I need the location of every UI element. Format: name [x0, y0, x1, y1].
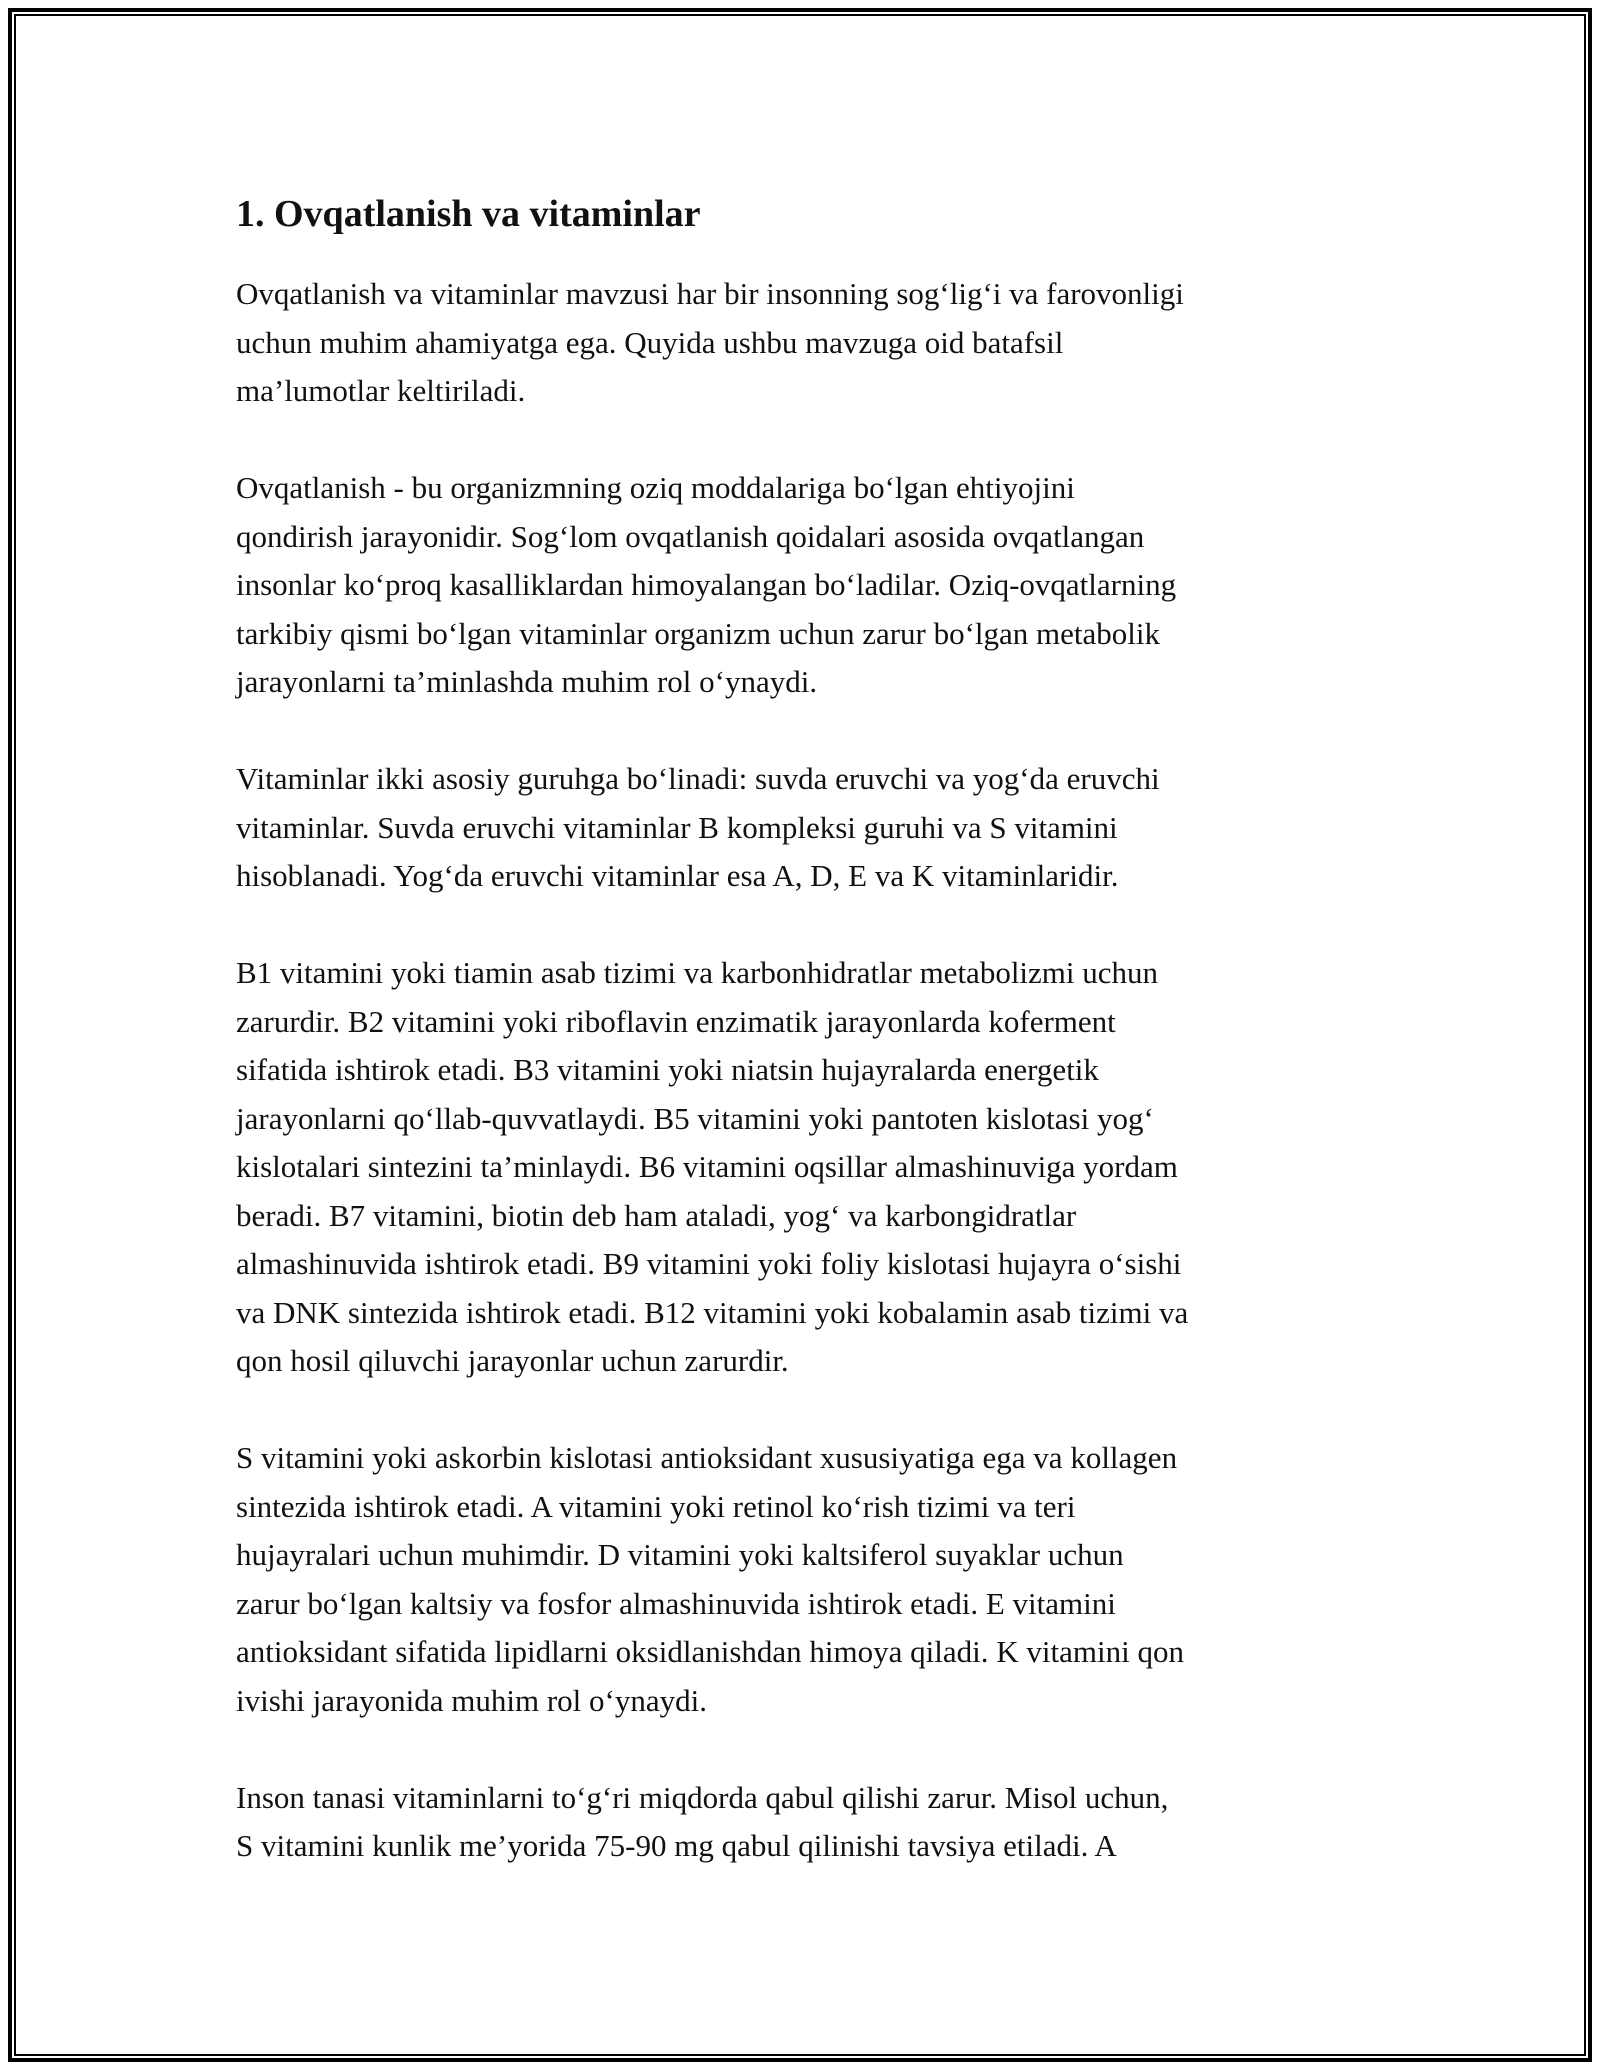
text-line: hujayralari uchun muhimdir. D vitamini yoki kaltsiferol suyaklar uchun [236, 1537, 1124, 1572]
text-line: Inson tanasi vitaminlarni to‘g‘ri miqdorda qabul qilishi zarur. Misol uchun, [236, 1779, 1169, 1815]
text-line: beradi. B7 vitamini, biotin deb ham ataladi, yog‘ va karbongidratlar [236, 1197, 1077, 1233]
paragraph-b-vitamins [236, 949, 1366, 1386]
text-line: kislotalari sintezini ta’minlaydi. B6 vitamini oqsillar almashinuviga yordam [236, 1149, 1178, 1184]
text-line: jarayonlarni ta’minlashda muhim rol o‘ynaydi. [236, 664, 818, 699]
text-line: Vitaminlar ikki asosiy guruhga bo‘linadi: suvda eruvchi va yog‘da eruvchi [236, 761, 1160, 796]
text-line: vitaminlar. Suvda eruvchi vitaminlar B kompleksi guruhi va S vitamini [236, 809, 1118, 845]
text-line: insonlar ko‘proq kasalliklardan himoyalangan bo‘ladilar. Oziq-ovqatlarning [236, 567, 1177, 602]
text-line: zarur bo‘lgan kaltsiy va fosfor almashinuvida ishtirok etadi. E vitamini [236, 1585, 1116, 1621]
text-line: Ovqatlanish - bu organizmning oziq moddalariga bo‘lgan ehtiyojini [236, 470, 1075, 505]
text-line: B1 vitamini yoki tiamin asab tizimi va karbonhidratlar metabolizmi uchun [236, 955, 1159, 990]
text-line: qon hosil qiluvchi jarayonlar uchun zarurdir. [236, 1343, 789, 1378]
text-line: Ovqatlanish va vitaminlar mavzusi har bir insonning sog‘lig‘i va farovonligi [236, 276, 1184, 311]
document-body [236, 186, 1366, 1919]
document-title: 1. Ovqatlanish va vitaminlar [236, 193, 701, 235]
text-line: ma’lumotlar keltiriladi. [236, 373, 526, 408]
text-line: qondirish jarayonidir. Sog‘lom ovqatlanish qoidalari asosida ovqatlangan [236, 518, 1145, 554]
text-line: sintezida ishtirok etadi. A vitamini yoki retinol ko‘rish tizimi va teri [236, 1488, 1076, 1524]
text-line: antioksidant sifatida lipidlarni oksidlanishdan himoya qiladi. K vitamini qon [236, 1634, 1184, 1669]
text-line: va DNK sintezida ishtirok etadi. B12 vitamini yoki kobalamin asab tizimi va [236, 1294, 1189, 1330]
paragraph-daily-intake [236, 1774, 1366, 1871]
text-line: hisoblanadi. Yog‘da eruvchi vitaminlar esa A, D, E va K vitaminlaridir. [236, 858, 1119, 893]
text-line: almashinuvida ishtirok etadi. B9 vitamini yoki foliy kislotasi hujayra o‘sishi [236, 1246, 1182, 1281]
text-line: tarkibiy qismi bo‘lgan vitaminlar organizm uchun zarur bo‘lgan metabolik [236, 615, 1161, 651]
text-line: S vitamini yoki askorbin kislotasi antioksidant xususiyatiga ega va kollagen [236, 1440, 1178, 1475]
text-line: zarurdir. B2 vitamini yoki riboflavin enzimatik jarayonlarda koferment [236, 1003, 1116, 1039]
text-line: S vitamini kunlik me’yorida 75-90 mg qabul qilinishi tavsiya etiladi. A [236, 1828, 1117, 1863]
text-line: uchun muhim ahamiyatga ega. Quyida ushbu mavzuga oid batafsil [236, 324, 1064, 360]
text-line: sifatida ishtirok etadi. B3 vitamini yoki niatsin hujayralarda energetik [236, 1052, 1099, 1087]
paragraph-other-vitamins [236, 1434, 1366, 1725]
paragraph-intro [236, 270, 1366, 416]
paragraph-definition [236, 464, 1366, 707]
text-line: jarayonlarni qo‘llab-quvvatlaydi. B5 vitamini yoki pantoten kislotasi yog‘ [236, 1100, 1154, 1136]
text-line: ivishi jarayonida muhim rol o‘ynaydi. [236, 1682, 707, 1718]
paragraph-groups [236, 755, 1366, 901]
